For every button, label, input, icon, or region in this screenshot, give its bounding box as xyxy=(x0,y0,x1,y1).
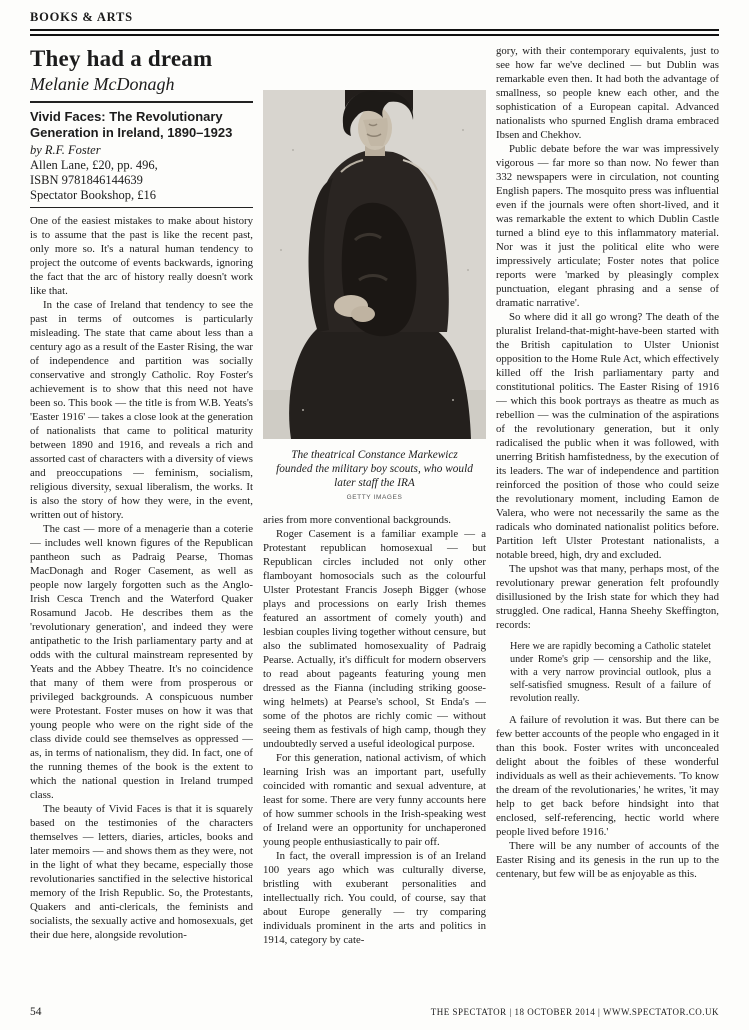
article-photo xyxy=(263,90,486,439)
body-paragraph: For this generation, national activism, of which learning Irish was an important part, usefully coincided with romantic and sexual adventure, at least for some. There are very funny accounts here of how summer schools in the Irish-speaking west of Ireland were an opportunity for unchaperoned young people enthusiastically to pair off. xyxy=(263,752,486,848)
book-byline: by R.F. Foster xyxy=(30,143,101,157)
body-paragraph: The upshot was that many, perhaps most, of the revolutionary prewar generation felt profoundly disillusioned by the Irish state for which they had struggled. One radical, Hanna Sheehy Skeffington, records: xyxy=(496,563,719,631)
page-footer xyxy=(30,1006,719,1018)
page-number: 54 xyxy=(30,1006,42,1018)
book-bookshop: Spectator Bookshop, £16 xyxy=(30,188,157,202)
article-columns xyxy=(30,44,719,996)
body-paragraph: aries from more conventional backgrounds. xyxy=(263,514,451,526)
book-isbn: ISBN 9781846144639 xyxy=(30,173,143,187)
body-paragraph: In fact, the overall impression is of an Ireland 100 years ago which was culturally diverse, bristling with exuberant personalities and intellectually rich. You could, of course, say that about Europe generally — try comparing individuals prominent in the arts and politics in 1914, category by cate- xyxy=(263,850,486,946)
body-paragraph: One of the easiest mistakes to make about history is to assume that the past is like the recent past, only more so. It's a natural human tendency to project the outcome of events backwards, ignoring the fact that the arc of history really doesn't work like that. xyxy=(30,215,253,297)
bookinfo-rule xyxy=(30,207,253,208)
article-title: They had a dream xyxy=(30,46,213,71)
header-rule xyxy=(30,29,719,36)
section-label: BOOKS & ARTS xyxy=(30,10,133,24)
body-paragraph: Public debate before the war was impressively vigorous — far more so than now. No fewer than 332 newspapers were in circulation, not counting English papers. The mosquito press was influential even if the journals were often short-lived, and it was remarkable the extent to which Dublin Castle turned a blind eye to this inflammatory material. Nor was it just the political elite who were impressively articulate; Foster notes that police reports were 'marked by pleasingly complex punctuation, elegant phrasing and a sense of dramatic narrative'. xyxy=(496,143,719,309)
body-paragraph: The beauty of Vivid Faces is that it is squarely based on the testimonies of the characters themselves — letters, diaries, articles, books and later memoirs — and shows them as they were, not in the light of what they became, especially those revolutionaries sanctified in the selective historical memory of the Irish Republic. So, the Protestants, Quakers and anti-clericals, the feminists and socialists, the sexually active and homosexuals, get their due here, alongside revolution- xyxy=(30,803,253,941)
photo-credit: GETTY IMAGES xyxy=(346,494,403,501)
photo-caption: The theatrical Constance Markewicz founded the military boy scouts, who would later staff the IRA xyxy=(276,449,473,489)
body-paragraph: There will be any number of accounts of the Easter Rising and its genesis in the run up to the centenary, but few will be as enjoyable as this. xyxy=(496,840,719,880)
body-paragraph: A failure of revolution it was. But there can be few better accounts of the people who engaged in it than this book. Foster writes with unconcealed delight about the foibles of these wonderful individuals as well as their achievements. 'To know the dream of the revolutionaries,' he writes, 'it may help to get back before hindsight into that enclosed, self-referencing, hectic world where people lived before 1916.' xyxy=(496,714,719,838)
body-paragraph: In the case of Ireland that tendency to see the past in terms of outcomes is particularly misleading. The state that came about less than a century ago as a result of the Easter Rising, the war of independence and partition was socially conservative and strongly Catholic. Roy Foster's achievement is to show that this need not have been so. This book — the title is from W.B. Yeats's 'Easter 1916' — takes a close look at the generation of nationalists that came to political maturity between 1890 and 1916, and reveals a rich and assorted cast of characters with a diversity of views and preoccupations — feminism, socialism, religious diversity, sexual liberalism, the works. It is also the story of how they were, in the event, written out of history. xyxy=(30,299,253,521)
constance-markewicz-photo xyxy=(263,90,486,439)
body-paragraph: So where did it all go wrong? The death of the pluralist Ireland-that-might-have-been started with the British capitulation to Ulster Unionist opposition to the Home Rule Act, which effectively killed off the Irish parliamentary party and constitutional politics. The Easter Rising of 1916 — which this book portrays as theatre as much as rebellion — was the culmination of the aspirations of the revolutionary generation, but it only radicalised the public when it was followed, with unerring British hamfistedness, by the execution of its leaders. The war of independence and partition reinforced the position of those who could seize the revolutionary moment, including Eamon de Valera, who were not necessarily the same as the radicals who dominated nationalist politics before. Partition left Ulster Protestant nationalists, a notable breed, high, dry and excluded. xyxy=(496,311,719,561)
article-figure xyxy=(263,90,486,501)
author-rule xyxy=(30,101,253,103)
book-publisher: Allen Lane, £20, pp. 496, xyxy=(30,158,158,172)
body-paragraph: Roger Casement is a familiar example — a Protestant republican homosexual — but Republican circles included not only other flamboyant homosocials such as the colourful Ulster Protestant Francis Joseph Bigger (whose plays and processions on early Irish themes featured an assortment of comely youth) and lesbian couples living together without censure, but also the sublimated homosexuality of Padraig Pearse. Actually, it's difficult for modern observers to read about pageants featuring young men dressed as the Fianna (including striking goose-wing helmets) at Pearse's school, St Enda's — some of the photos are richly comic — without seeing them as festivals of high camp, though they undoubtedly served a useful ideological purpose. xyxy=(263,528,486,750)
column-2 xyxy=(263,44,486,996)
footer-credit: THE SPECTATOR | 18 OCTOBER 2014 | WWW.SPECTATOR.CO.UK xyxy=(430,1007,719,1017)
body-paragraph: The cast — more of a menagerie than a coterie — includes well known figures of the Republican pantheon such as Padraig Pearse, Thomas MacDonagh and Roger Casement, as well as people now largely forgotten such as the Anglo-Irish Cesca Trench and the Waterford Quaker Rosamund Jacob. He describes them as the 'revolutionary generation', and indeed they were antipathetic to the Irish parliamentary party and at odds with the cultural mainstream represented by Yeats and the Abbey Theatre. It's no coincidence that many of them were from prosperous or privileged backgrounds. A conspicuous number were Protestant. Foster muses on how it was that young people who were on the right side of the class divide could see themselves as oppressed — as, in terms of nationalism, they did. In fact, one of the running themes of the book is the extent to which the national question in Ireland trumped class. xyxy=(30,523,253,801)
body-paragraph: gory, with their contemporary equivalents, just to see how far we've declined — but Dublin was remarkable even then. It had both the advantage of smallness, so people knew each other, and the sophistication of a European capital. Advanced nationalists who spurned English drama embraced Ibsen and Chekhov. xyxy=(496,45,719,141)
column-1 xyxy=(30,44,253,996)
column-3 xyxy=(496,44,719,996)
article-author: Melanie McDonagh xyxy=(30,74,175,94)
book-title: Vivid Faces: The Revolutionary Generation in Ireland, 1890–1923 xyxy=(30,109,233,140)
pull-quote: Here we are rapidly becoming a Catholic statelet under Rome's grip — censorship and the like, with a very narrow provincial outlook, plus a self-satisfied smugness. Result of a failure of revolution really. xyxy=(510,641,711,704)
